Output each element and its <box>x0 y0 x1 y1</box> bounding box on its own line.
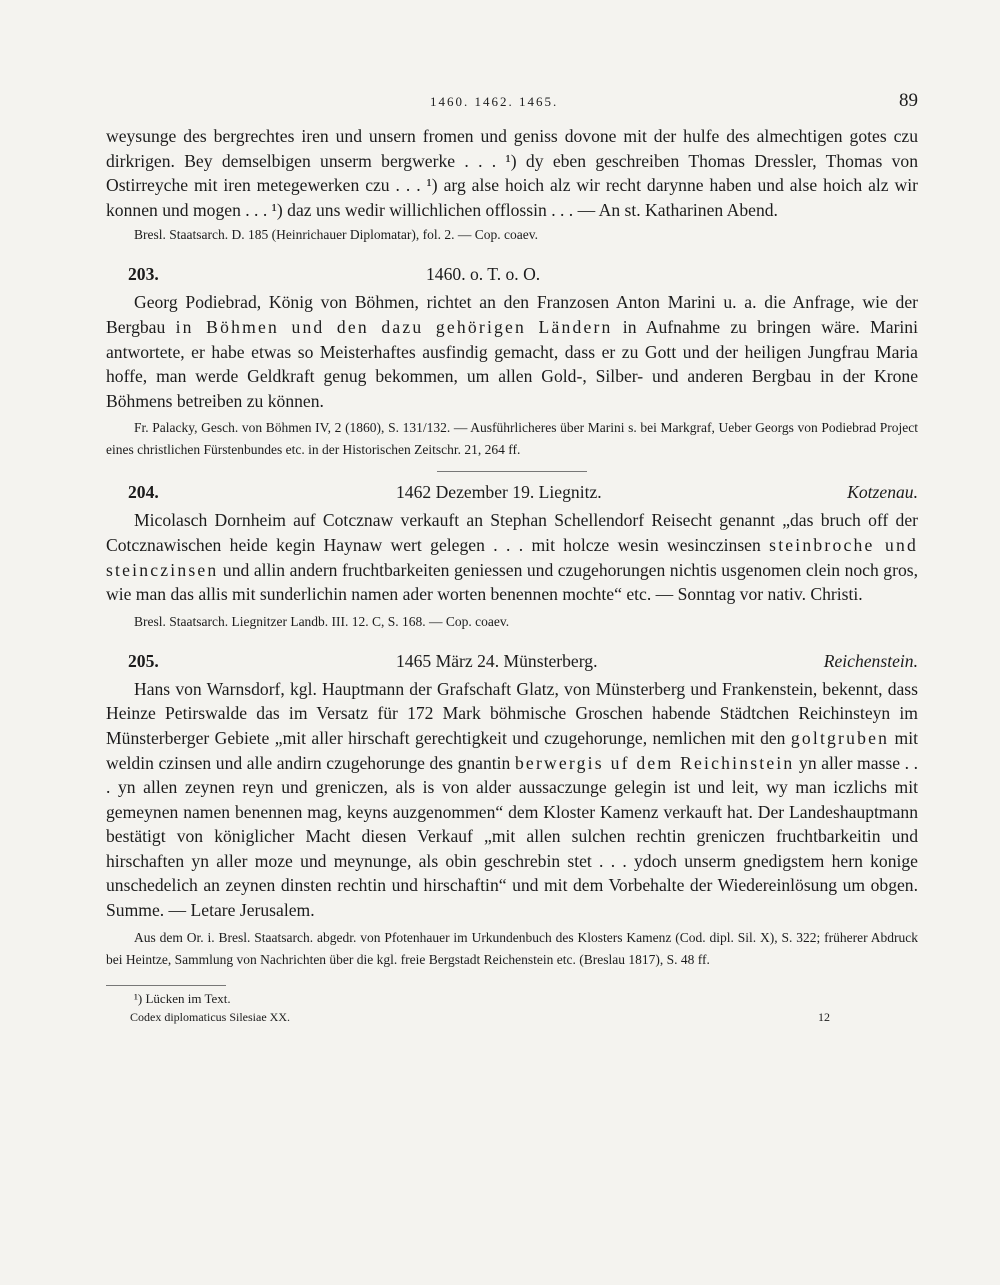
doc-204-place: Kotzenau. <box>847 482 918 503</box>
doc-205-date: 1465 März 24. Münsterberg. <box>396 650 598 671</box>
doc-203-date: 1460. o. T. o. O. <box>426 264 541 285</box>
doc-205-heading <box>106 649 918 677</box>
footnote: ¹) Lücken im Text. <box>134 990 231 1006</box>
page-number: 89 <box>899 90 918 111</box>
doc-203-text-b: in Aufnahme zu bringen wäre. Marini antwortete, er habe etwas so Meisterhaftes ausfindig gemacht, dass er zu Gott und der heiligen Jungfrau Maria hoffe, man werde Geldkraft genug bekommen, um allen Gold-, Silber- und anderen Bergbau in der Krone Böhmens betreiben zu können. <box>106 316 918 411</box>
doc-204-source: Bresl. Staatsarch. Liegnitzer Landb. III. 12. C, S. 168. — Cop. coaev. <box>134 613 510 629</box>
signature-title: Codex diplomaticus Silesiae XX. <box>130 1009 290 1024</box>
doc-205-text-c: yn aller masse . . . yn allen zeynen reyn und greniczen, als is von alder aussaczunge gelegin ist und leit, wy man iczlichs mit gemeynen namen benennen mag, keyns auzgenommen“ dem Kloster Kamenz verkauft hat. Der Landeshauptmann bestätigt von königlicher Macht diesen Verkauf „mit allen sulchen rechtin greniczen fruchtbarkeitin und hirschaften yn aller moze und meynunge, als obin geschrebin stet . . . ydoch unserm gnedigstem hern konige unschedelich an zeynen dinsten rechtin und hirschaftin“ und mit dem Vorbehalte der Wiedereinlösung um obgen. Summe. — Letare Jerusalem. <box>106 752 918 921</box>
doc-204-heading <box>106 480 918 508</box>
doc-203-text-a: Georg Podiebrad, König von Böhmen, richtet an den Franzosen Anton Marini u. a. die Anfrage, wie der Bergbau <box>106 292 918 337</box>
section-divider <box>437 471 587 472</box>
doc-203-text <box>106 290 918 413</box>
page-body <box>106 124 918 1028</box>
footnote-divider <box>106 985 226 986</box>
doc-204-number: 204. <box>128 482 159 503</box>
doc-205-number: 205. <box>128 650 159 671</box>
doc-203-heading <box>106 262 918 290</box>
intro-source: Bresl. Staatsarch. D. 185 (Heinrichauer Diplomatar), fol. 2. — Cop. coaev. <box>134 227 539 243</box>
doc-204-text-spaced: steinbroche und steinczinsen <box>106 534 919 580</box>
doc-205-source: Aus dem Or. i. Bresl. Staatsarch. abgedr. von Pfotenhauer im Urkundenbuch des Klosters Kamenz (Cod. dipl. Sil. X), S. 322; früherer Abdruck bei Heintze, Sammlung von Nachrichten über die kgl. freie Bergstadt Reichenstein etc. (Breslau 1817), S. 48 ff. <box>106 929 918 967</box>
signature-number: 12 <box>818 1009 830 1024</box>
doc-203-text-spaced: in Böhmen und den dazu gehörigen Ländern <box>175 316 613 337</box>
doc-204-date: 1462 Dezember 19. Liegnitz. <box>396 482 602 503</box>
page-header <box>106 90 918 114</box>
intro-text: weysunge des bergrechtes iren und unsern fromen und geniss dovone mit der hulfe des almechtigen gotes czu dirkrigen. Bey demselbigen unserm bergwerke . . . ¹) dy eben geschreiben Thomas Dressler, Thomas von Ostirreyche mit iren metegewerken czu . . . ¹) arg alse hoich alz wir recht darynne haben und alse hoich alz wir konnen und mogen . . . ¹) daz uns wedir willichlichen offlossin . . . — An st. Katharinen Abend. <box>106 126 918 220</box>
doc-204-text <box>106 508 918 606</box>
doc-205-spaced-2: berwergis uf dem Reichinstein <box>514 752 795 773</box>
running-head: 1460. 1462. 1465. <box>430 94 559 109</box>
doc-205-text-a: Hans von Warnsdorf, kgl. Hauptmann der Grafschaft Glatz, von Münsterberg und Frankenstein, bekennt, dass Heinze Petirswalde das im Versatz für 172 Mark böhmische Groschen habende Städtchen Reichinsteyn im Münsterberger Gebiete „mit aller hirschaft gerechtigkeit und czugehorunge, nemlichen mit den <box>106 678 918 748</box>
doc-205-text-b: mit weldin czinsen und alle andirn czugehorunge des gnantin <box>106 727 918 773</box>
doc-203-number: 203. <box>128 264 159 285</box>
doc-205-place: Reichenstein. <box>823 650 918 671</box>
doc-204-text-b: und allin andern fruchtbarkeiten geniessen und czugehorungen nichtis usgenomen clein noch gros, wie man das allis mit sunderlichin namen ader worten benennen mochte“ etc. — Sonntag vor nativ. Christi. <box>106 559 918 605</box>
doc-205-spaced-1: goltgruben <box>790 727 890 748</box>
printer-signature <box>106 1010 918 1028</box>
doc-204-text-a: Micolasch Dornheim auf Cotcznaw verkauft an Stephan Schellendorf Reisecht genannt „das bruch off der Cotcznawischen heide kegin Haynaw wert gelegen . . . mit holcze wesin wesinczinsen <box>106 510 918 555</box>
doc-203-source: Fr. Palacky, Gesch. von Böhmen IV, 2 (1860), S. 131/132. — Ausführlicheres über Marini s. bei Markgraf, Ueber Georgs von Podiebrad Project eines christlichen Fürstenbundes etc. in der Historischen Zeitschr. 21, 264 ff. <box>106 420 918 458</box>
doc-205-text <box>106 677 918 923</box>
